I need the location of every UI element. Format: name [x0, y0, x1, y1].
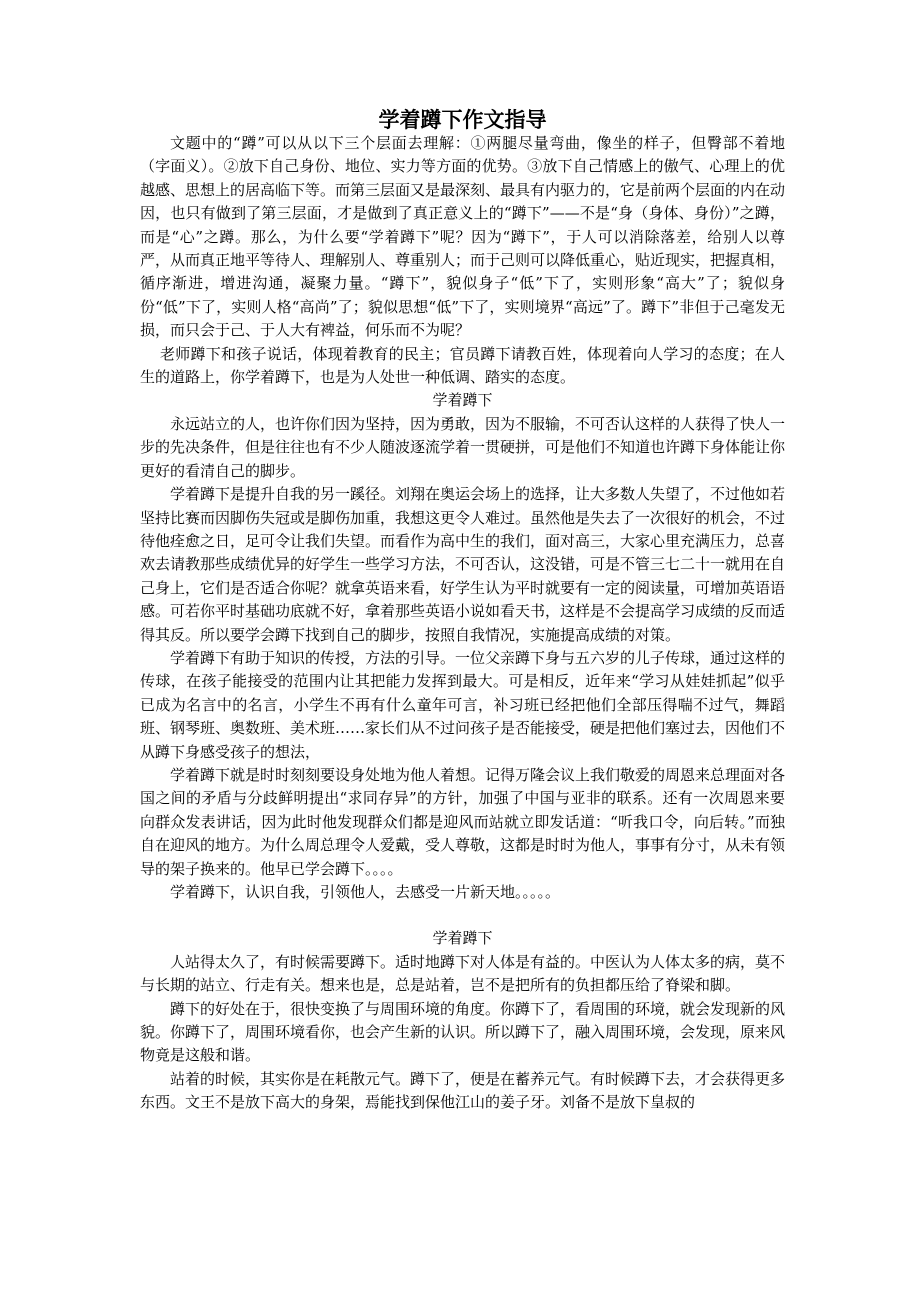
essay-1-paragraph: 学着蹲下有助于知识的传授，方法的引导。一位父亲蹲下身与五六岁的儿子传球，通过这样的传球，在孩子能接受的范围内让其把能力发挥到最大。可是相反，近年来“学习从娃娃抓起”似乎已成为名言中的名言，小学生不再有什么童年可言，补习班已经把他们全部压得喘不过气，舞蹈班、钢琴班、奥数班、美术班……家长们从不过问孩子是否能接受，硬是把他们塞过去，因他们不从蹲下身感受孩子的想法，	[140, 648, 786, 761]
essay-1-paragraph: 永远站立的人，也许你们因为坚持，因为勇敢，因为不服输，不可否认这样的人获得了快人一步的先决条件，但是往往也有不少人随波逐流学着一贯硬拼，可是他们不知道也许蹲下身体能让你更好的看清自己的脚步。	[140, 414, 786, 480]
document-body	[140, 132, 785, 1115]
essay-1-paragraph: 学着蹲下是提升自我的另一蹊径。刘翔在奥运会场上的选择，让大多数人失望了，不过他如若坚持比赛而因脚伤失冠或是脚伤加重，我想这更令人难过。虽然他是失去了一次很好的机会，不过待他痊愈之日，足可令让我们失望。而看作为高中生的我们，面对高三，大家心里充满压力，总喜欢去请教那些成绩优异的好学生一些学习方法，不可否认，这没错，可是不管三七二十一就用在自己身上，它们是否适合你呢？就拿英语来看，好学生认为平时就要有一定的阅读量，可增加英语语感。可若你平时基础功底就不好，拿着那些英语小说如看天书，这样是不会提高学习成绩的反而适得其反。所以要学会蹲下找到自己的脚步，按照自我情况，实施提高成绩的对策。	[140, 485, 786, 644]
section-spacer	[140, 904, 785, 927]
intro-paragraph: 文题中的“蹲”可以从以下三个层面去理解：①两腿尽量弯曲，像坐的样子，但臀部不着地（字面义）。②放下自己身份、地位、实力等方面的优势。③放下自己情感上的傲气、心理上的优越感、思想上的居高临下等。而第三层面又是最深刻、最具有内驱力的，它是前两个层面的内在动因，也只有做到了第三层面，才是做到了真正意义上的“蹲下”——不是“身（身体、身份）”之蹲，而是“心”之蹲。那么，为什么要“学着蹲下”呢？因为“蹲下”，于人可以消除落差，给别人以尊严，从而真正地平等待人、理解别人、尊重别人；而于己则可以降低重心，贴近现实，把握真相，循序渐进，增进沟通，凝聚力量。“蹲下”，貌似身子“低”下了，实则形象“高大”了；貌似身份“低”下了，实则人格“高尚”了；貌似思想“低”下了，实则境界“高远”了。蹲下”非但于己毫发无损，而只会于己、于人大有裨益，何乐而不为呢？	[140, 134, 786, 340]
essay-2-paragraph: 蹲下的好处在于，很快变换了与周围环境的角度。你蹲下了，看周围的环境，就会发现新的风貌。你蹲下了，周围环境看你，也会产生新的认识。所以蹲下了，融入周围环境，会发现，原来风物竟是这般和谐。	[140, 999, 786, 1065]
essay-2-paragraph: 人站得太久了，有时候需要蹲下。适时地蹲下对人体是有益的。中医认为人体太多的病，莫不与长期的站立、行走有关。想来也是，总是站着，岂不是把所有的负担都压给了脊梁和脚。	[140, 952, 786, 995]
essay-1-title: 学着蹲下	[432, 391, 493, 410]
essay-2-paragraph: 站着的时候，其实你是在耗散元气。蹲下了，便是在蓄养元气。有时候蹲下去，才会获得更多东西。文王不是放下高大的身架，焉能找到保他江山的姜子牙。刘备不是放下皇叔的	[140, 1069, 786, 1112]
document-title: 学着蹲下作文指导	[378, 108, 547, 132]
essay-1-paragraph: 学着蹲下，认识自我，引领他人，去感受一片新天地。。。。。	[170, 883, 561, 901]
intro-paragraph: 老师蹲下和孩子说话，体现着教育的民主；官员蹲下请教百姓，体现着向人学习的态度；在人生的道路上，你学着蹲下，也是为人处世一种低调、踏实的态度。	[140, 344, 785, 387]
essay-1-paragraph: 学着蹲下就是时时刻刻要设身处地为他人着想。记得万隆会议上我们敬爱的周恩来总理面对各国之间的矛盾与分歧鲜明提出“求同存异”的方针，加强了中国与亚非的联系。还有一次周恩来要向群众发表讲话，因为此时他发现群众们都是迎风而站就立即发话道：“听我口令，向后转。”而独自在迎风的地方。为什么周总理令人爱戴，受人尊敬，这都是时时为他人，事事有分寸，从未有领导的架子换来的。他早已学会蹲下。。。。	[140, 765, 786, 878]
essay-2-title: 学着蹲下	[432, 929, 493, 948]
